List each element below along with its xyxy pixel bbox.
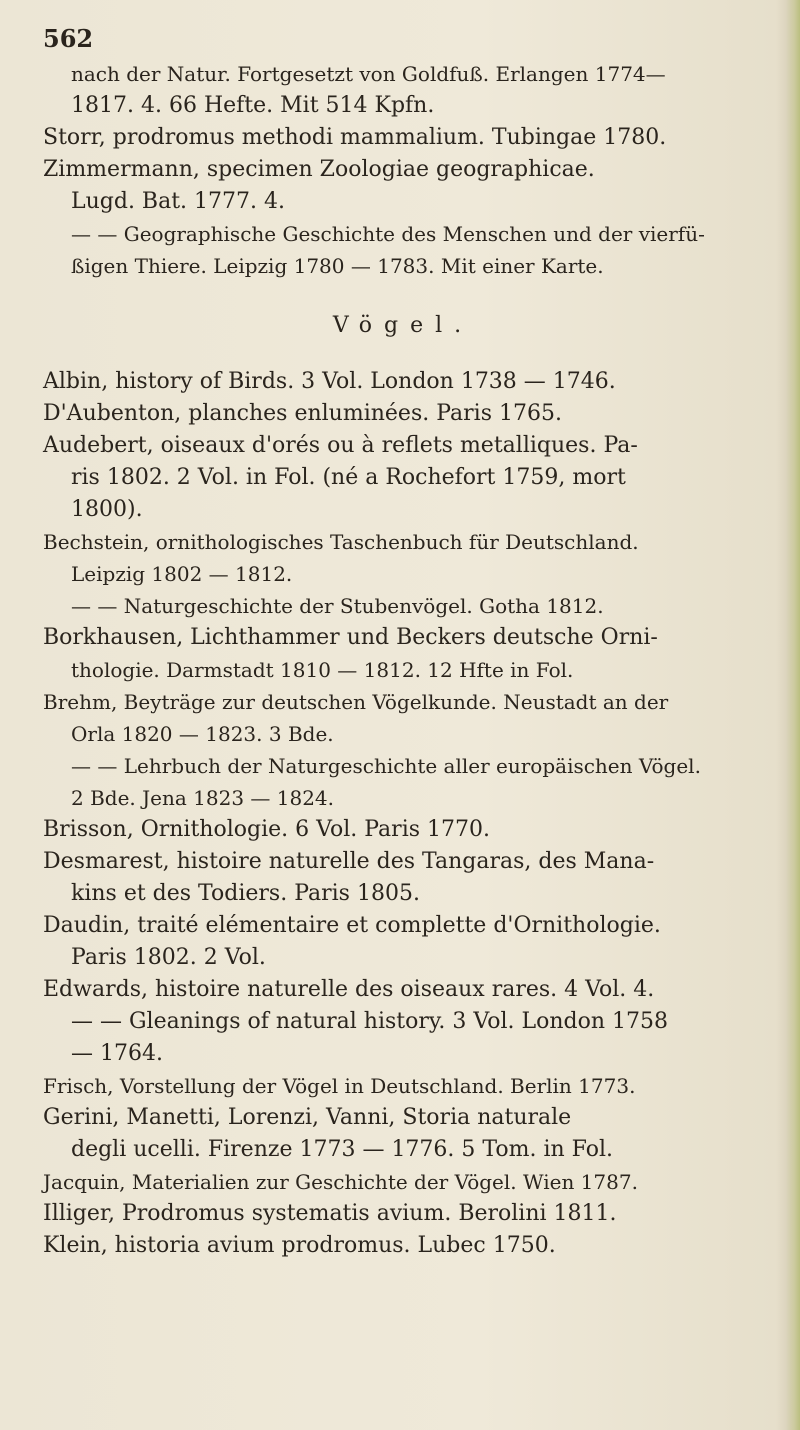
bibliography-entry: Brehm, Beyträge zur deutschen Vögelkunde. Neustadt an der [43,690,669,714]
bibliography-entry: Paris 1802. 2 Vol. [71,945,266,970]
text-line: — — Geographische Geschichte des Menschen und der vierfü- [71,222,705,246]
bibliography-entry: degli ucelli. Firenze 1773 — 1776. 5 Tom. in Fol. [71,1137,613,1162]
bibliography-entry: Brisson, Ornithologie. 6 Vol. Paris 1770. [43,817,490,842]
bibliography-entry: D'Aubenton, planches enluminées. Paris 1765. [43,401,562,426]
bibliography-entry: — — Lehrbuch der Naturgeschichte aller europäischen Vögel. [71,754,701,778]
bibliography-entry: 1800). [71,497,143,522]
page-edge [786,0,800,1430]
bibliography-entry: thologie. Darmstadt 1810 — 1812. 12 Hfte in Fol. [71,658,574,682]
text-line: Zimmermann, specimen Zoologiae geographicae. [43,157,595,182]
bibliography-entry: Edwards, histoire naturelle des oiseaux rares. 4 Vol. 4. [43,977,655,1002]
bibliography-entry: Desmarest, histoire naturelle des Tangaras, des Mana- [43,849,655,874]
bibliography-entry: — — Gleanings of natural history. 3 Vol. London 1758 [71,1009,669,1034]
bibliography-entry: Frisch, Vorstellung der Vögel in Deutschland. Berlin 1773. [43,1074,636,1098]
page-number: 562 [43,24,94,53]
bibliography-entry: — 1764. [71,1041,163,1066]
page-body [43,58,763,1262]
bibliography-entry: Illiger, Prodromus systematis avium. Berolini 1811. [43,1201,617,1226]
bibliography-entry: Bechstein, ornithologisches Taschenbuch für Deutschland. [43,530,639,554]
text-line: Storr, prodromus methodi mammalium. Tubingae 1780. [43,125,667,150]
section-heading: Vögel. [332,313,474,338]
bibliography-entry: ris 1802. 2 Vol. in Fol. (né a Rochefort 1759, mort [71,465,626,490]
bibliography-entry: Jacquin, Materialien zur Geschichte der Vögel. Wien 1787. [43,1170,638,1194]
text-line: Lugd. Bat. 1777. 4. [71,189,286,214]
text-line: 1817. 4. 66 Hefte. Mit 514 Kpfn. [71,93,435,118]
text-line: ßigen Thiere. Leipzig 1780 — 1783. Mit einer Karte. [71,254,604,278]
bibliography-entry: Leipzig 1802 — 1812. [71,562,293,586]
bibliography-entry: Orla 1820 — 1823. 3 Bde. [71,722,334,746]
bibliography-entry: kins et des Todiers. Paris 1805. [71,881,420,906]
bibliography-entry: 2 Bde. Jena 1823 — 1824. [71,786,335,810]
bibliography-entry: — — Naturgeschichte der Stubenvögel. Gotha 1812. [71,594,604,618]
bibliography-entry: Albin, history of Birds. 3 Vol. London 1738 — 1746. [43,369,616,394]
bibliography-entry: Borkhausen, Lichthammer und Beckers deutsche Orni- [43,625,658,650]
bibliography-entry: Gerini, Manetti, Lorenzi, Vanni, Storia naturale [43,1105,572,1130]
bibliography-entry: Daudin, traité elémentaire et complette d'Ornithologie. [43,913,661,938]
text-line: nach der Natur. Fortgesetzt von Goldfuß. Erlangen 1774— [71,62,666,86]
bibliography-entry: Klein, historia avium prodromus. Lubec 1750. [43,1233,556,1258]
bibliography-entry: Audebert, oiseaux d'orés ou à reflets metalliques. Pa- [43,433,638,458]
